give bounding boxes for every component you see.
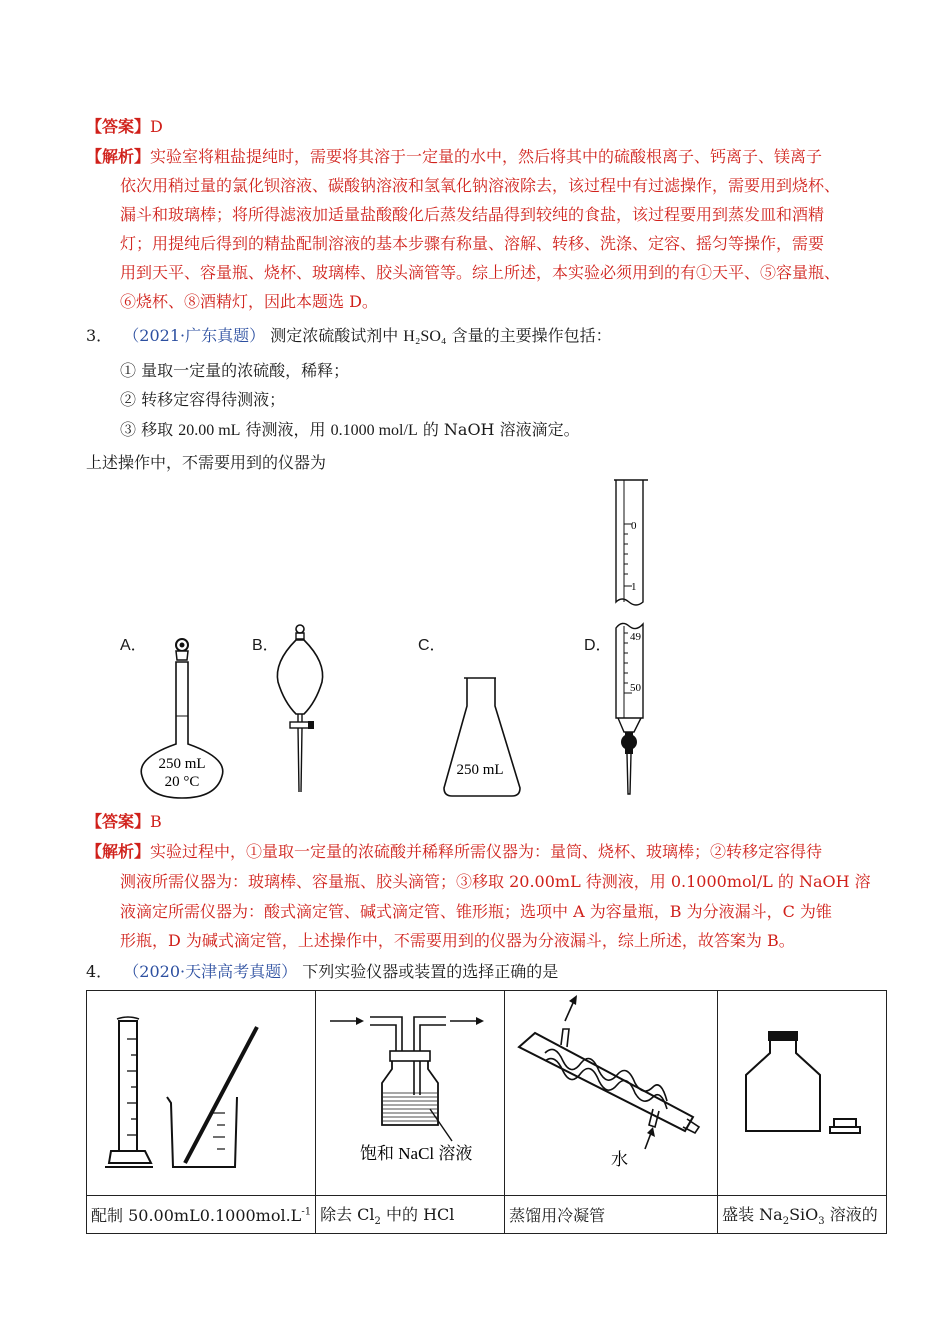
q3-number: 3． — [86, 326, 113, 345]
q2-answer-value: D — [150, 117, 163, 136]
flask-c-volume: 250 mL — [456, 762, 504, 778]
q3-stem-b: 含量的主要操作包括： — [451, 326, 612, 345]
q4-stem-text: 下列实验仪器或装置的选择正确的是 — [302, 962, 559, 981]
q4-cell-1-figure — [87, 991, 316, 1196]
q3-step-1: ① 量取一定量的浓硫酸，稀释； — [120, 361, 350, 380]
burette-mark-0: 0 — [631, 520, 637, 532]
q2-analysis-line-1 — [86, 146, 822, 168]
q4-options-table — [86, 990, 887, 1234]
q4-caption-3-text: 蒸馏用冷凝管 — [509, 1206, 606, 1226]
q4-caption-4 — [718, 1196, 887, 1234]
q4-caption-2-text-b: 中的 HCl — [380, 1205, 455, 1224]
burette-mark-49: 49 — [630, 631, 641, 643]
q3-step3-concentration: 0.1000 mol/L — [330, 422, 418, 439]
q3-step3-volume: 20.00 mL — [178, 422, 241, 439]
condenser-icon — [505, 991, 717, 1191]
reagent-bottle-icon — [718, 991, 886, 1191]
q4-caption-4-text-c: 溶液的 — [824, 1205, 878, 1224]
q4-caption-4-text-a: 盛装 Na — [722, 1205, 783, 1224]
q4-stem — [86, 961, 558, 983]
q3-analysis-line-4: 形瓶，D 为碱式滴定管，上述操作中，不需要用到的仪器为分液漏斗，综上所述，故答案为 B。 — [120, 931, 795, 950]
burette-icon — [610, 478, 660, 800]
volumetric-flask-icon — [140, 636, 230, 801]
q4-caption-4-text-b: SiO — [789, 1205, 819, 1224]
q2-analysis-line-4: 灯；用提纯后得到的精盐配制溶液的基本步骤有称量、溶解、转移、洗涤、定容、摇匀等操作，需要 — [120, 234, 825, 253]
q4-number: 4． — [86, 962, 113, 981]
q3-analysis-line-2: 测液所需仪器为：玻璃棒、容量瓶、胶头滴管；③移取 20.00mL 待测液，用 0.1000mol/L 的 NaOH 溶 — [120, 872, 871, 891]
q3-question: 上述操作中，不需要用到的仪器为 — [86, 453, 327, 472]
q2-analysis-line-5: 用到天平、容量瓶、烧杯、玻璃棒、胶头滴管等。综上所述，本实验必须用到的有①天平、⑤容量瓶、 — [120, 263, 841, 282]
q2-analysis-line-3: 漏斗和玻璃棒；将所得滤液加适量盐酸酸化后蒸发结晶得到较纯的食盐，该过程要用到蒸发皿和酒精 — [120, 205, 825, 224]
q3-answer-value: B — [150, 812, 162, 831]
cylinder-beaker-icon — [87, 991, 309, 1191]
q3-analysis-line-1 — [86, 841, 822, 863]
q3-source: （2021·广东真题） — [123, 326, 266, 345]
q3-answer — [86, 811, 162, 833]
q3-step-3 — [120, 419, 580, 442]
q4-cell-4-figure — [718, 991, 887, 1196]
q4-cell-2-label: 饱和 NaCl 溶液 — [360, 1144, 473, 1163]
q3-option-c-label: C． — [418, 637, 446, 654]
q4-caption-1-sup: -1 — [301, 1206, 312, 1218]
q3-step3-c: 的 NaOH 溶液滴定。 — [422, 420, 580, 439]
q4-caption-3 — [505, 1196, 718, 1234]
q4-source: （2020·天津高考真题） — [123, 962, 298, 981]
q2-analysis-tag: 【解析】 — [86, 147, 151, 166]
flask-a-volume: 250 mL — [158, 756, 206, 772]
q3-analysis-line-3: 液滴定所需仪器为：酸式滴定管、碱式滴定管、锥形瓶；选项中 A 为容量瓶，B 为分液漏斗，C 为锥 — [120, 902, 832, 921]
q3-answer-tag: 【答案】 — [86, 812, 151, 831]
q3-stem-a: 测定浓硫酸试剂中 — [270, 326, 399, 345]
q3-stem — [86, 325, 612, 348]
q3-option-d-label: D． — [584, 637, 612, 654]
q4-cell-3-figure — [505, 991, 718, 1196]
q3-option-b-label: B． — [252, 637, 279, 654]
burette-mark-50: 50 — [630, 682, 641, 694]
q3-step-2: ② 转移定容得待测液； — [120, 390, 286, 409]
q4-caption-2 — [316, 1196, 505, 1234]
q2-answer-tag: 【答案】 — [86, 117, 151, 136]
conical-flask-icon — [442, 676, 524, 798]
q3-step3-a: ③ 移取 — [120, 420, 174, 439]
gas-washing-bottle-icon — [316, 991, 504, 1191]
q4-cell-2-figure — [316, 991, 505, 1196]
q2-answer — [86, 116, 163, 138]
q3-analysis-text: 实验过程中，①量取一定量的浓硫酸并稀释所需仪器为：量筒、烧杯、玻璃棒；②转移定容得待 — [150, 842, 823, 861]
q4-caption-1 — [87, 1196, 316, 1234]
q4-caption-2-sub: 2 — [374, 1216, 381, 1228]
flask-a-temp: 20 °C — [164, 774, 200, 790]
q3-option-a-label: A． — [120, 637, 147, 654]
q2-analysis-line-2: 依次用稍过量的氯化钡溶液、碳酸钠溶液和氢氧化钠溶液除去，该过程中有过滤操作，需要用到烧杯、 — [120, 176, 841, 195]
q2-analysis-text: 实验室将粗盐提纯时，需要将其溶于一定量的水中，然后将其中的硫酸根离子、钙离子、镁离子 — [150, 147, 823, 166]
q4-caption-4-sub2: 3 — [818, 1216, 825, 1228]
q2-analysis-line-6: ⑥烧杯、⑧酒精灯，因此本题选 D。 — [120, 292, 378, 311]
q3-analysis-tag: 【解析】 — [86, 842, 151, 861]
burette-mark-1: 1 — [631, 581, 637, 593]
q3-formula: H₂SO₄ — [403, 328, 447, 345]
q4-caption-1-text: 配制 50.00mL0.1000mol.L — [91, 1206, 302, 1226]
q4-caption-2-text-a: 除去 Cl — [320, 1205, 375, 1224]
q4-cell-3-label: 水 — [611, 1150, 629, 1169]
q3-step3-b: 待测液，用 — [245, 420, 326, 439]
separatory-funnel-icon — [272, 622, 332, 798]
q4-caption-4-sub: 2 — [782, 1216, 790, 1228]
